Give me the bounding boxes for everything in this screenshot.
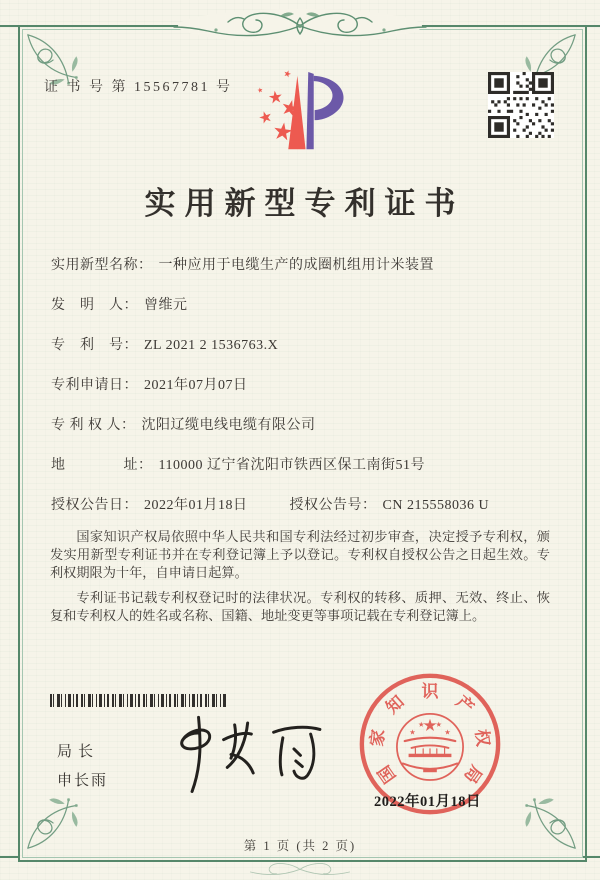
field-label: 授权公告日： — [51, 498, 138, 513]
field-patentee — [51, 416, 562, 436]
legal-paragraph-1: 国家知识产权局依照中华人民共和国专利法经过初步审查，决定授予专利权，颁发实用新型专利证书并在专利登记簿上予以登记。专利权自授权公告之日起生效。专利权期限为十年，自申请日起算。 — [50, 529, 550, 580]
frame-bottom-left-stub — [0, 856, 18, 858]
barcode-icon — [50, 694, 228, 707]
field-value: 110000 辽宁省沈阳市铁西区保工南街51号 — [158, 458, 425, 473]
field-value: 2022年01月18日 — [144, 498, 248, 513]
field-value: 曾维元 — [144, 298, 188, 313]
frame-bottom-right-stub — [583, 856, 600, 858]
seal-char: 局 — [460, 761, 486, 787]
field-utility-model-name — [51, 256, 562, 276]
page-number: 第 1 页 (共 2 页) — [243, 839, 357, 853]
director-name-label: 申长雨 — [57, 773, 109, 789]
field-filing-date — [51, 376, 562, 396]
field-value: 一种应用于电缆生产的成圈机组用计米装置 — [158, 258, 434, 273]
field-value: 沈阳辽缆电线电缆有限公司 — [141, 418, 316, 433]
seal-char: 知 — [382, 692, 408, 718]
certificate-title: 实用新型专利证书 — [144, 186, 465, 221]
national-emblem-icon — [397, 714, 463, 780]
legal-paragraph-2: 专利证书记载专利权登记时的法律状况。专利权的转移、质押、无效、终止、恢复和专利权人的姓名或名称、国籍、地址变更等事项记载在专利登记簿上。 — [50, 590, 550, 623]
certificate-number: 证 书 号 第 15567781 号 — [44, 80, 233, 95]
seal-char: 识 — [421, 681, 439, 701]
bottom-flourish-ornament-icon — [230, 861, 370, 880]
field-label: 专 利 权 人： — [51, 418, 136, 433]
field-grant-number — [290, 498, 490, 513]
qr-code-icon — [488, 72, 554, 138]
field-address — [51, 456, 562, 476]
field-label: 专利申请日： — [51, 378, 138, 393]
handwritten-signature-icon — [152, 710, 347, 798]
field-value: 2021年07月07日 — [144, 378, 248, 393]
field-label: 专 利 号： — [51, 338, 138, 353]
seal-char: 国 — [374, 761, 400, 787]
director-title-label: 局长 — [57, 744, 100, 760]
frame-top-left-stub — [0, 25, 18, 27]
field-grant-row — [51, 496, 562, 516]
top-flourish-ornament-icon — [170, 6, 430, 44]
frame-top-right-stub — [583, 25, 600, 27]
field-patent-number — [51, 336, 562, 356]
field-inventor — [51, 296, 562, 316]
seal-date: 2022年01月18日 — [374, 794, 481, 810]
seal-char: 产 — [452, 692, 478, 718]
seal-char: 权 — [471, 728, 493, 748]
seal-char: 家 — [367, 728, 389, 748]
field-label: 地 址： — [51, 458, 153, 473]
field-label: 授权公告号： — [289, 498, 377, 513]
field-label: 发 明 人： — [51, 298, 138, 313]
legal-text-section — [50, 528, 550, 632]
fields-section — [51, 256, 562, 536]
field-label: 实用新型名称： — [51, 258, 153, 273]
cnipa-logo-icon — [242, 62, 360, 162]
field-value: CN 215558036 U — [382, 498, 490, 513]
field-value: ZL 2021 2 1536763.X — [144, 338, 279, 353]
